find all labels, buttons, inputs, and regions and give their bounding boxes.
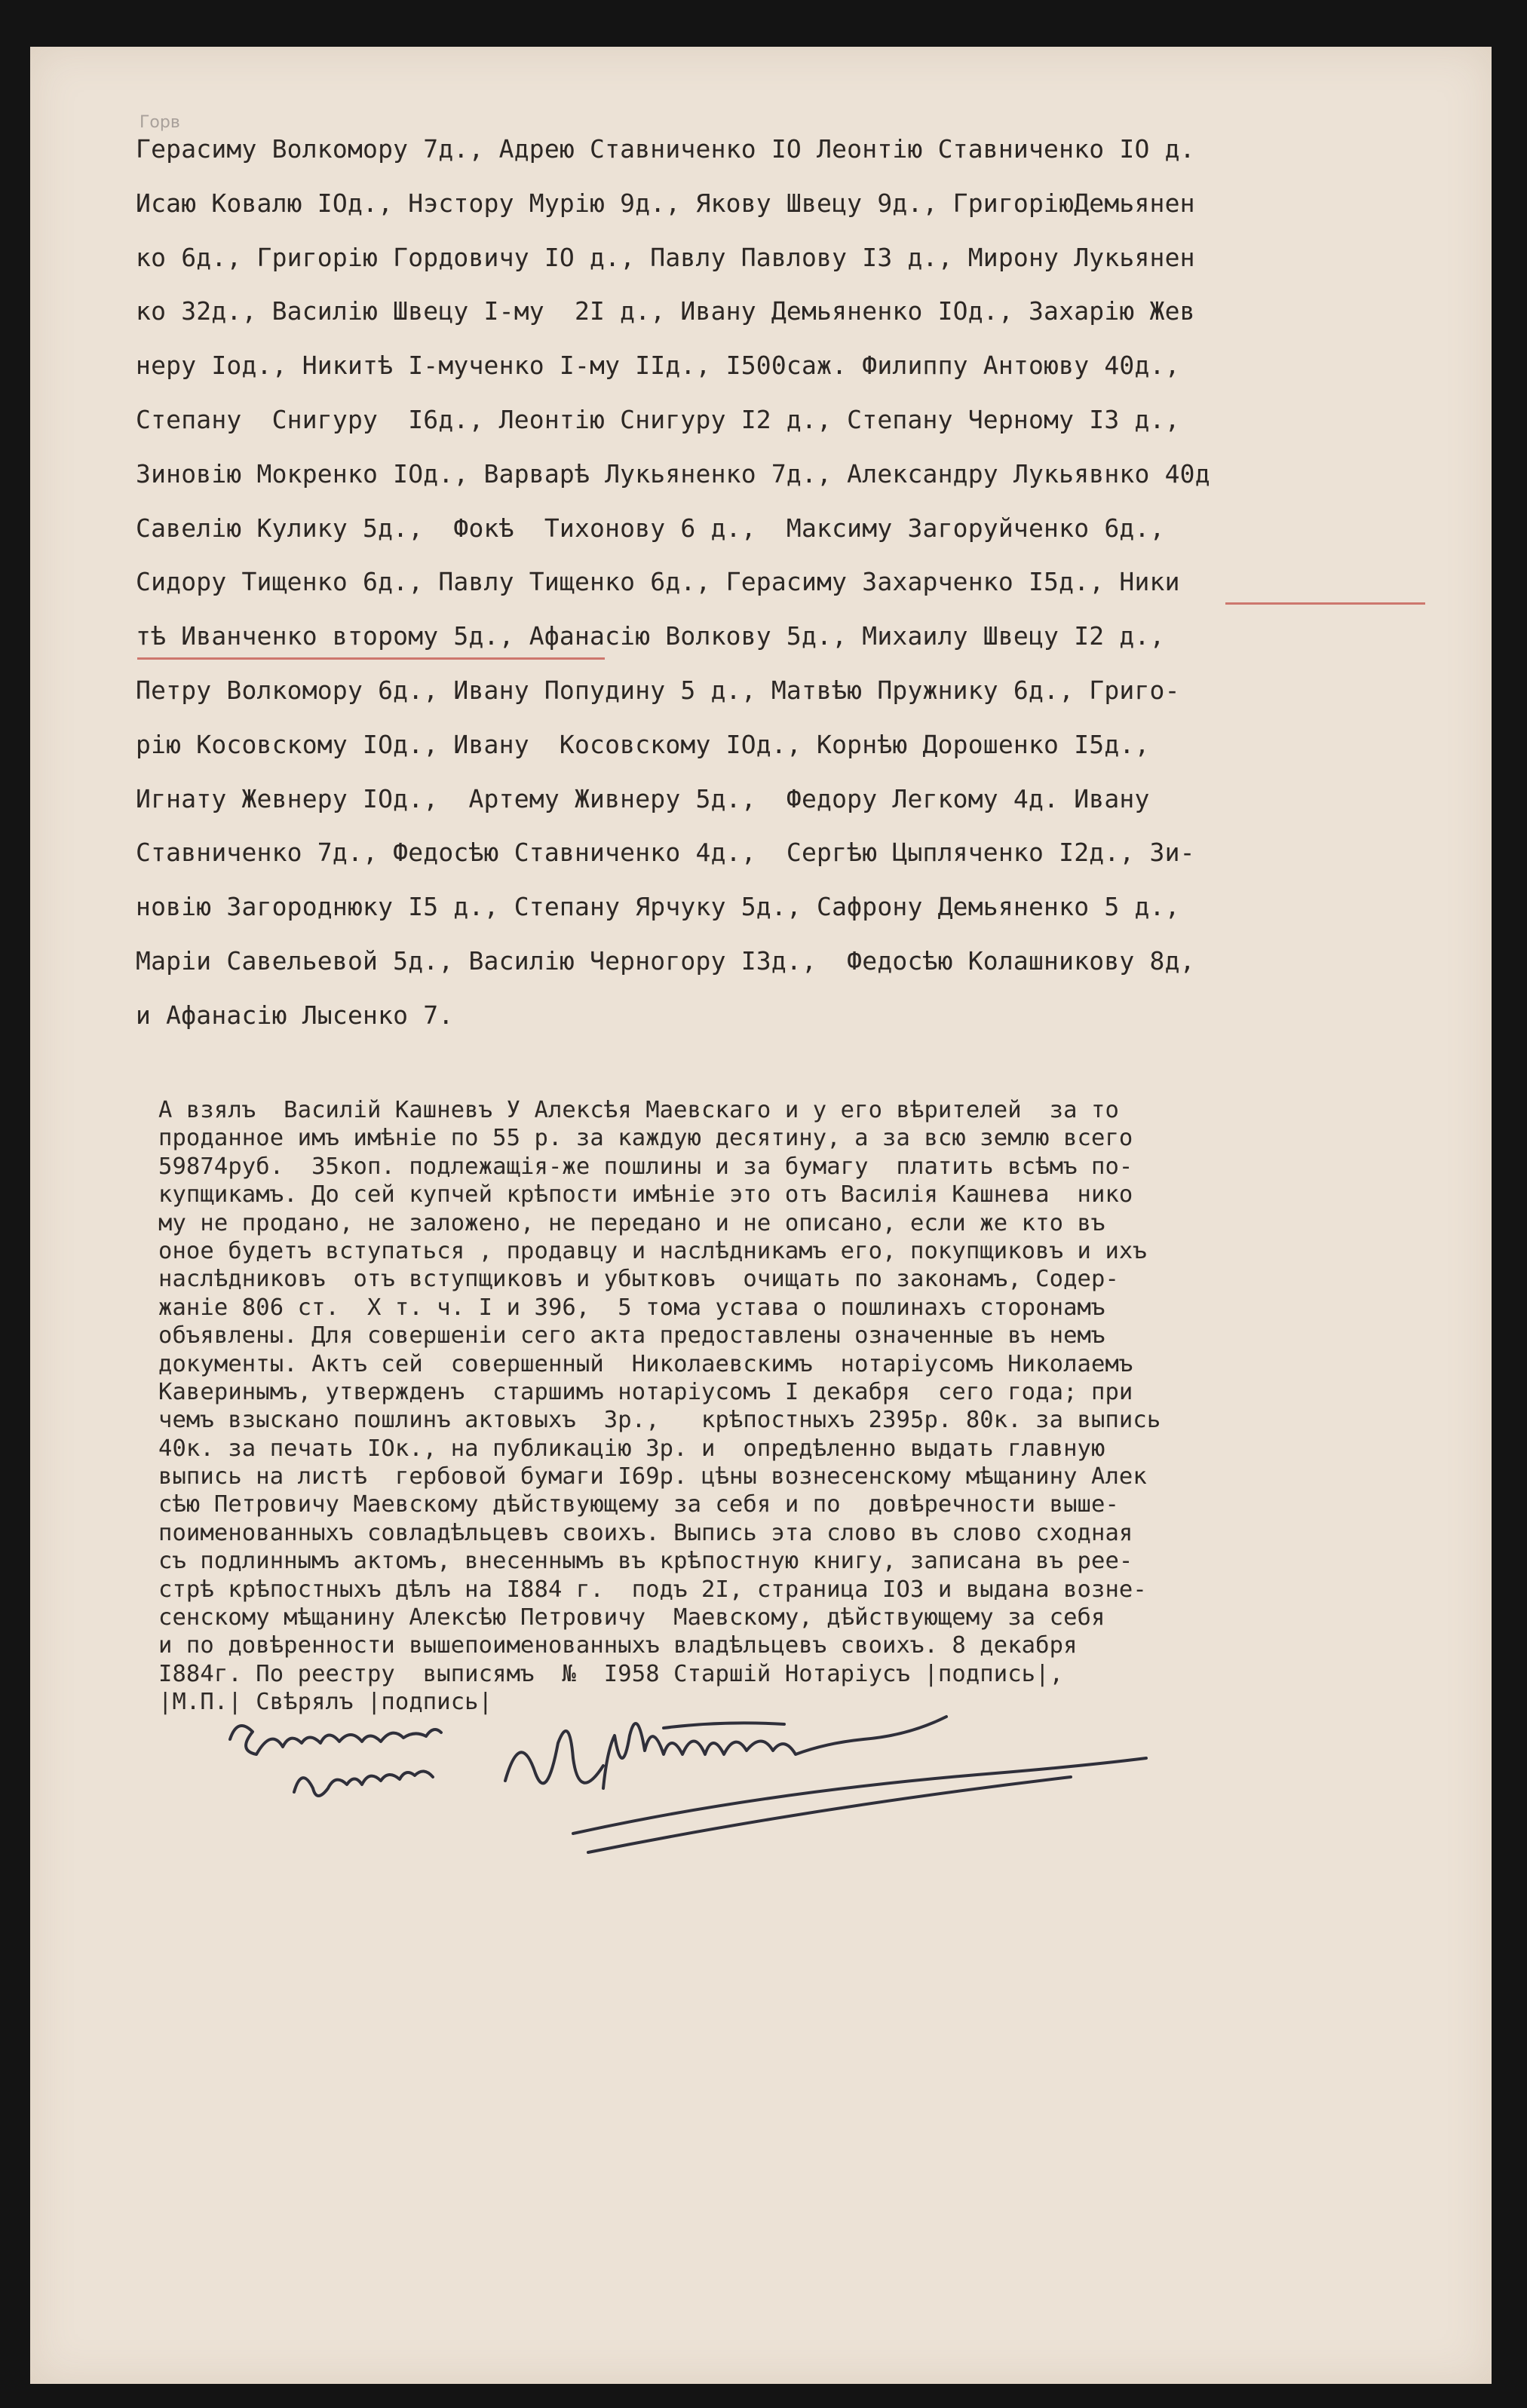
red-underline-mark bbox=[137, 657, 605, 660]
deed-text-block bbox=[158, 1096, 1440, 1717]
text-line: объявлены. Для совершеніи сего акта предоставлены означенные въ немъ bbox=[158, 1322, 1105, 1350]
text-line: рію Косовскому IOд., Ивану Косовскому IOд., Корнѣю Дорошенко I5д., bbox=[136, 729, 1150, 759]
text-line: неру Iод., Никитѣ I-мученко I-му IIд., I500саж. Филиппу Антоюву 40д., bbox=[136, 351, 1180, 381]
text-line: А взялъ Василій Кашневъ У Алексѣя Маевскаго и у его вѣрителей за то bbox=[158, 1097, 1119, 1123]
text-line: 40к. за печать IOк., на публикацію 3р. и опредѣленно выдать главную bbox=[158, 1435, 1105, 1462]
text-line: ко 6д., Григорію Гордовичу IO д., Павлу Павлову I3 д., Мирону Лукьянен bbox=[136, 242, 1195, 272]
text-line: съ подлиннымъ актомъ, внесеннымъ въ крѣпостную книгу, записана въ рее- bbox=[158, 1548, 1133, 1575]
text-line: Исаю Ковалю IOд., Нэстору Мурію 9д., Якову Швецу 9д., ГригоріюДемьянен bbox=[136, 188, 1195, 218]
text-line: купщикамъ. До сей купчей крѣпости имѣніе это отъ Василія Кашнева нико bbox=[158, 1181, 1133, 1209]
text-line: выпись на листѣ гербовой бумаги I69р. цѣны вознесенскому мѣщанину Алек bbox=[158, 1463, 1147, 1490]
text-line: сѣю Петровичу Маевскому дѣйствующему за себя и по довѣречности выше- bbox=[158, 1491, 1119, 1518]
text-line: оное будетъ вступаться , продавцу и наслѣдникамъ его, покупщиковъ и ихъ bbox=[158, 1237, 1147, 1264]
red-underline-mark bbox=[1225, 602, 1425, 605]
text-line: тѣ Иванченко второму 5д., Афанасію Волкову 5д., Михаилу Швецу I2 д., bbox=[136, 621, 1165, 651]
document-page bbox=[30, 47, 1492, 2384]
handwritten-signature bbox=[211, 1698, 1267, 1894]
text-line: Савелію Кулику 5д., Фокѣ Тихонову 6 д., Максиму Загоруйченко 6д., bbox=[136, 513, 1165, 543]
text-line: сенскому мѣщанину Алексѣю Петровичу Маевскому, дѣйствующему за себя bbox=[158, 1604, 1105, 1631]
text-line: поименованныхъ совладѣльцевъ своихъ. Выпись эта слово въ слово сходная bbox=[158, 1519, 1133, 1546]
text-line: ко 32д., Василію Швецу I-му 2I д., Ивану Демьяненко IOд., Захарію Жев bbox=[136, 296, 1195, 326]
text-line: Герасиму Волкомору 7д., Адрею Ставниченко IO Леонтію Ставниченко IO д. bbox=[136, 134, 1195, 164]
text-line: новію Загороднюку I5 д., Степану Ярчуку 5д., Сафрону Демьяненко 5 д., bbox=[136, 892, 1180, 922]
text-line: Каверинымъ, утвержденъ старшимъ нотаріусомъ I декабря сего года; при bbox=[158, 1378, 1133, 1405]
text-line: Сидору Тищенко 6д., Павлу Тищенко 6д., Герасиму Захарченко I5д., Ники bbox=[136, 567, 1180, 597]
text-line: жаніе 806 ст. X т. ч. I и 396, 5 тома устава о пошлинахъ сторонамъ bbox=[158, 1294, 1105, 1321]
text-line: и по довѣренности вышепоименованныхъ владѣльцевъ своихъ. 8 декабря bbox=[158, 1632, 1078, 1659]
names-list-block bbox=[136, 122, 1433, 1043]
text-line: |М.П.| Свѣрялъ |подпись| bbox=[158, 1689, 493, 1716]
text-line: му не продано, не заложено, не передано и не описано, если же кто въ bbox=[158, 1209, 1105, 1236]
text-line: и Афанасію Лысенко 7. bbox=[136, 1000, 454, 1030]
text-line: наслѣдниковъ отъ вступщиковъ и убытковъ очищать по законамъ, Содер- bbox=[158, 1266, 1119, 1293]
text-line: Петру Волкомору 6д., Ивану Попудину 5 д., Матвѣю Пружнику 6д., Григо- bbox=[136, 675, 1180, 705]
text-line: Маріи Савельевой 5д., Василію Черногору I3д., Федосѣю Колашникову 8д, bbox=[136, 945, 1195, 976]
text-line: Ставниченко 7д., Федосѣю Ставниченко 4д., Сергѣю Цыпляченко I2д., Зи- bbox=[136, 838, 1195, 868]
text-line: чемъ взыскано пошлинъ актовыхъ 3р., крѣпостныхъ 2395р. 80к. за выпись bbox=[158, 1407, 1161, 1434]
text-line: Степану Снигуру I6д., Леонтію Снигуру I2 д., Степану Черному I3 д., bbox=[136, 404, 1180, 434]
text-line: Зиновію Мокренко IOд., Варварѣ Лукьяненко 7д., Александру Лукьявнко 40д bbox=[136, 458, 1210, 489]
text-line: Игнату Жевнеру IOд., Артему Живнеру 5д., Федору Легкому 4д. Ивану bbox=[136, 783, 1150, 813]
text-line: проданное имъ имѣніе по 55 р. за каждую десятину, а за всю землю всего bbox=[158, 1125, 1133, 1152]
text-line: стрѣ крѣпостныхъ дѣлъ на I884 г. подъ 2I, страница IO3 и выдана возне- bbox=[158, 1576, 1147, 1603]
text-line: I884г. По реестру выписямъ № I958 Старшій Нотаріусъ |подпись|, bbox=[158, 1660, 1064, 1687]
pencil-note: Горв bbox=[140, 113, 180, 132]
text-line: документы. Актъ сей совершенный Николаевскимъ нотаріусомъ Николаемъ bbox=[158, 1350, 1133, 1377]
text-line: 59874руб. 35коп. подлежащія-же пошлины и за бумагу платить всѣмъ по- bbox=[158, 1153, 1133, 1180]
